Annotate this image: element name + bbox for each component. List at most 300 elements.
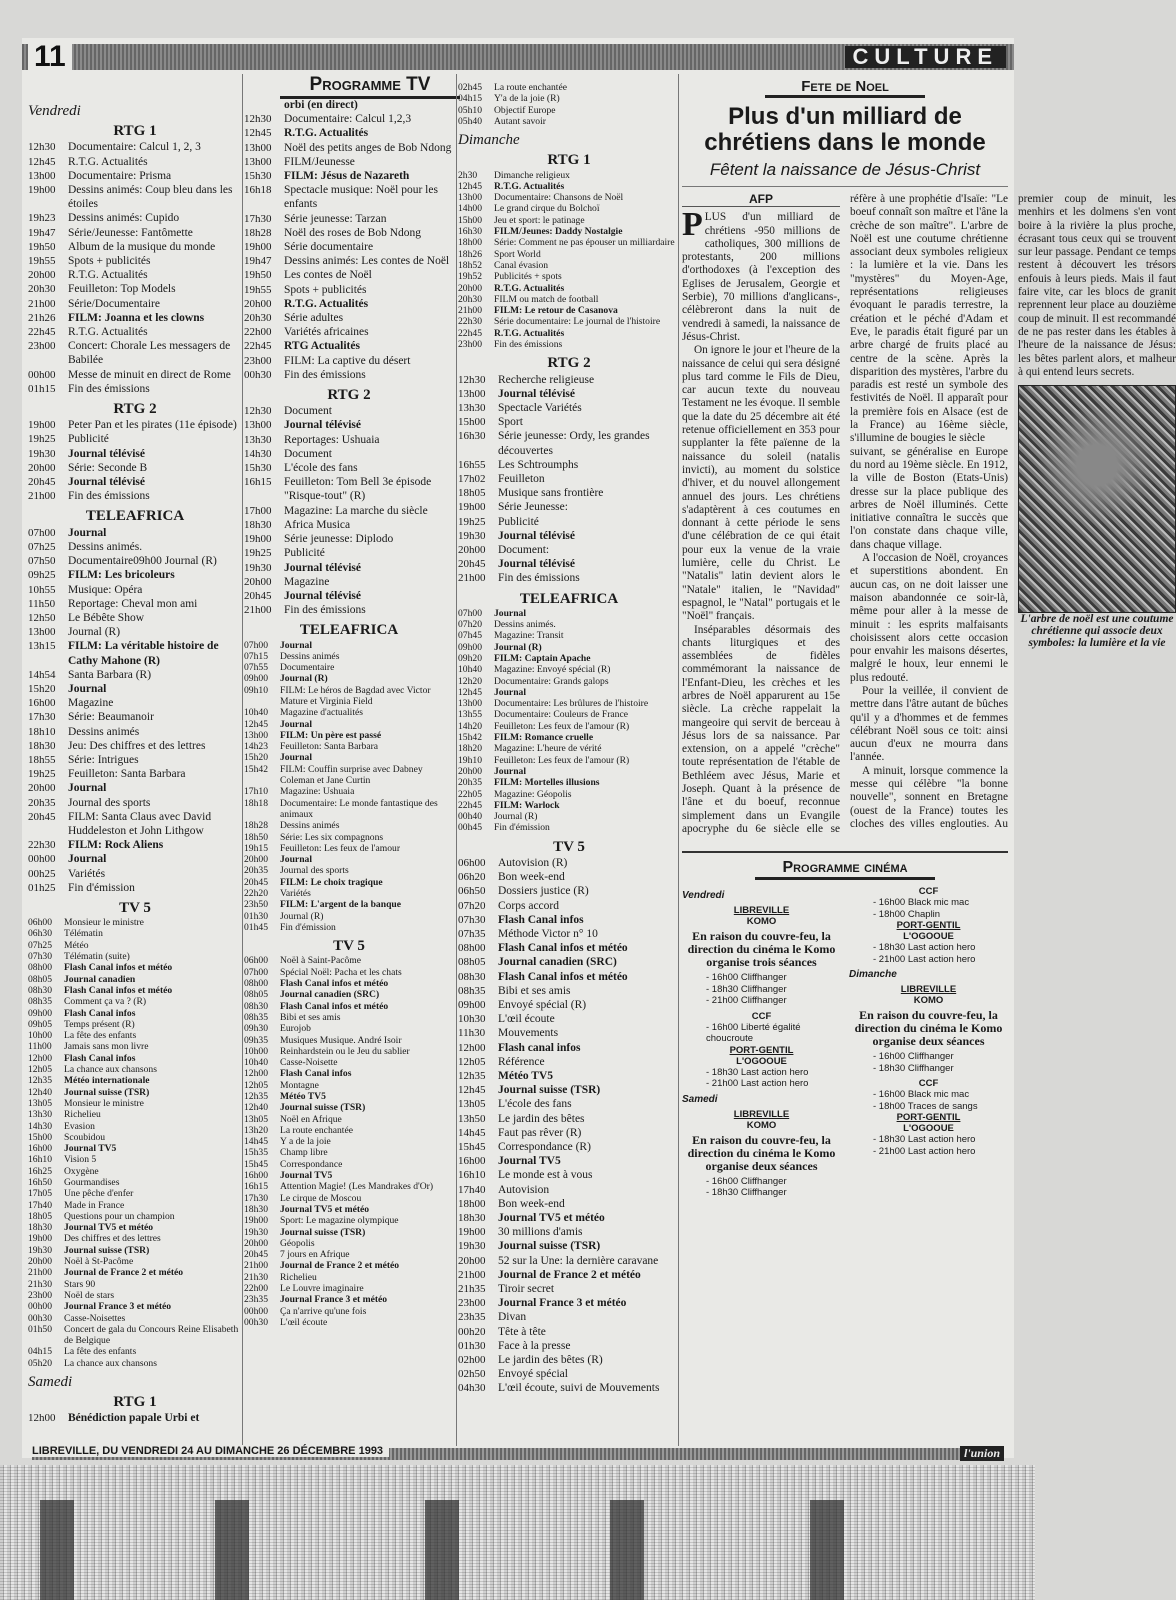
programme-row xyxy=(28,1143,242,1154)
programme-title: Journal de France 2 et météo xyxy=(64,1267,184,1279)
programme-title: Eurojob xyxy=(280,1023,311,1035)
programme-title: Série: Les six compagnons xyxy=(280,831,384,843)
programme-title: Document xyxy=(284,405,332,418)
header-bar xyxy=(22,40,1014,73)
programme-time: 10h00 xyxy=(28,1030,52,1042)
channel-heading: TELEAFRICA xyxy=(519,590,619,607)
programme-title: Dessins animés xyxy=(68,725,140,738)
programme-row xyxy=(28,382,242,396)
programme-time: 17h40 xyxy=(28,1199,52,1211)
programme-time: 07h15 xyxy=(244,650,268,662)
programme-row xyxy=(244,673,454,684)
channel-heading: TV 5 xyxy=(553,838,585,855)
programme-title: Tiroir secret xyxy=(498,1283,555,1296)
programme-row xyxy=(244,1306,454,1317)
programme-time: 10h00 xyxy=(244,1045,268,1057)
programme-row xyxy=(458,619,680,630)
programme-row xyxy=(458,429,680,457)
programme-time: 20h00 xyxy=(28,269,56,282)
programme-time: 10h30 xyxy=(458,1013,486,1026)
programme-row xyxy=(28,767,242,781)
programme-title: Noël des roses de Bob Ndong xyxy=(284,226,422,239)
tv-column-3 xyxy=(458,82,680,1438)
programme-title: Envoyé spécial xyxy=(498,1368,568,1381)
programme-time: 18h05 xyxy=(28,1210,52,1222)
programme-title: Journal TV5 et météo xyxy=(498,1212,605,1225)
cinema-right-column xyxy=(849,886,1008,1199)
programme-title: Noël de stars xyxy=(64,1289,115,1301)
article-column xyxy=(682,74,1176,1444)
programme-title: R.T.G. Actualités xyxy=(68,269,148,282)
programme-time: 18h30 xyxy=(28,739,56,752)
programme-title: Journal xyxy=(68,853,107,866)
programme-time: 06h50 xyxy=(458,885,486,898)
programme-title: Reinhardstein ou le Jeu du sablier xyxy=(280,1045,410,1057)
cinema-notice: En raison du couvre-feu, la direction du cinéma le Komo organise deux séances xyxy=(687,1132,836,1173)
programme-row xyxy=(458,1296,680,1310)
programme-row xyxy=(458,1310,680,1324)
programme-row xyxy=(458,970,680,984)
programme-time: 10h40 xyxy=(244,1057,268,1069)
programme-time: 16h18 xyxy=(244,184,272,197)
programme-time: 17h30 xyxy=(244,1192,268,1204)
programme-row xyxy=(458,743,680,754)
programme-time: 07h55 xyxy=(244,662,268,674)
programme-title: Autovision xyxy=(498,1183,550,1196)
programme-row xyxy=(28,753,242,767)
programme-title: Flash Canal infos et météo xyxy=(64,962,173,974)
programme-title: Bénédiction papale Urbi et xyxy=(68,1412,200,1425)
programme-row xyxy=(244,254,454,268)
programme-row xyxy=(28,1019,242,1030)
programme-title: Feuilleton: Les feux de l'amour (R) xyxy=(494,754,630,766)
programme-row xyxy=(28,1313,242,1324)
programme-row xyxy=(458,1339,680,1353)
article-body xyxy=(682,192,1176,843)
programme-time: 20h35 xyxy=(28,796,56,809)
cinema-session: - 16h00 Black mic mac xyxy=(873,1089,970,1100)
programme-row xyxy=(28,183,242,211)
programme-title: Flash Canal infos et météo xyxy=(64,984,173,996)
programme-time: 07h00 xyxy=(458,607,482,619)
programme-row xyxy=(244,764,454,787)
programme-time: 18h28 xyxy=(244,226,272,239)
programme-row xyxy=(244,1260,454,1271)
programme-title: Reportages: Ushuaia xyxy=(284,433,380,446)
programme-title: Magazine: Ushuaia xyxy=(280,786,355,798)
programme-time: 19h00 xyxy=(244,241,272,254)
programme-title: Musique: Opéra xyxy=(68,583,143,596)
programme-time: 08h30 xyxy=(28,984,52,996)
cinema-session: - 18h30 Cliffhanger xyxy=(706,1187,787,1198)
programme-time: 19h00 xyxy=(458,1226,486,1239)
programme-time: 21h00 xyxy=(458,305,482,317)
cinema-session: - 21h00 Last action hero xyxy=(706,1078,809,1089)
programme-row xyxy=(244,297,454,311)
programme-row xyxy=(28,1346,242,1357)
programme-title: Journal télévisé xyxy=(284,589,361,602)
programme-time: 00h00 xyxy=(28,1301,52,1313)
programme-title: Scoubidou xyxy=(64,1131,106,1143)
day-heading: Dimanche xyxy=(458,132,520,149)
programme-title: Le monde est à vous xyxy=(498,1169,593,1182)
programme-row xyxy=(28,475,242,489)
programme-title: R.T.G. Actualités xyxy=(494,282,565,294)
programme-title: Série adultes xyxy=(284,312,344,325)
programme-time: 13h00 xyxy=(244,141,272,154)
programme-row xyxy=(28,169,242,183)
programme-time: 14h20 xyxy=(458,720,482,732)
programme-row xyxy=(28,611,242,625)
programme-time: 02h50 xyxy=(458,1368,486,1381)
programme-row xyxy=(244,719,454,730)
article-byline: AFP xyxy=(682,193,840,207)
programme-title: FILM: La véritable histoire de Cathy Mahone (R) xyxy=(68,640,219,667)
channel-heading: RTG 2 xyxy=(113,401,157,418)
programme-row xyxy=(458,1154,680,1168)
programme-time: 20h30 xyxy=(28,283,56,296)
programme-title: Journal des sports xyxy=(280,865,349,877)
programme-time: 21h00 xyxy=(458,1268,486,1281)
programme-time: 13h50 xyxy=(458,1112,486,1125)
programme-row xyxy=(28,432,242,446)
programme-row xyxy=(28,226,242,240)
programme-time: 23h00 xyxy=(458,339,482,351)
programme-row xyxy=(244,1227,454,1238)
programme-row xyxy=(244,1283,454,1294)
programme-title: Journal télévisé xyxy=(284,561,361,574)
programme-row xyxy=(244,899,454,910)
programme-title: Sport xyxy=(498,416,523,429)
programme-time: 20h35 xyxy=(458,777,482,789)
programme-title: Journal suisse (TSR) xyxy=(64,1086,150,1098)
programme-title: Montagne xyxy=(280,1079,319,1091)
programme-title: L'école des fans xyxy=(498,1098,572,1111)
programme-time: 12h45 xyxy=(458,180,482,192)
programme-row xyxy=(244,820,454,831)
programme-title: Noël à St-Pacôme xyxy=(64,1256,134,1268)
programme-row xyxy=(244,888,454,899)
programme-row xyxy=(244,955,454,966)
programme-row xyxy=(28,1041,242,1052)
programme-title: Géopolis xyxy=(280,1237,315,1249)
programme-title: Documentaire: Couleurs de France xyxy=(494,709,628,721)
programme-title: Journal TV5 xyxy=(64,1143,117,1155)
programme-title: Temps présent (R) xyxy=(64,1018,135,1030)
programme-row xyxy=(458,105,680,116)
programme-title: Bon week-end xyxy=(498,871,565,884)
programme-time: 18h18 xyxy=(244,797,268,809)
programme-title: Attention Magie! (Les Mandrakes d'Or) xyxy=(280,1181,434,1193)
programme-time: 09h00 xyxy=(458,641,482,653)
programme-title: Variétés xyxy=(280,888,311,900)
programme-title: Dessins animés. xyxy=(494,619,556,631)
programme-title: Série: Seconde B xyxy=(68,461,148,474)
programme-time: 07h20 xyxy=(458,619,482,631)
cinema-venue: LIBREVILLE xyxy=(733,905,790,916)
programme-row xyxy=(244,911,454,922)
programme-time: 19h00 xyxy=(28,419,56,432)
programme-row xyxy=(244,339,454,353)
programme-time: 12h00 xyxy=(458,1041,486,1054)
programme-row xyxy=(458,294,680,305)
programme-time: 18h26 xyxy=(458,248,482,260)
programme-title: Concert de gala du Concours Reine Elisabeth de Belgique xyxy=(64,1323,239,1347)
programme-title: Fin des émissions xyxy=(498,572,580,585)
programme-time: 17h10 xyxy=(244,786,268,798)
programme-title: Journal (R) xyxy=(280,910,324,922)
programme-title: La fête des enfants xyxy=(64,1346,137,1358)
programme-row xyxy=(28,1411,242,1425)
programme-row xyxy=(244,404,454,418)
programme-row xyxy=(458,215,680,226)
programme-title: Journal France 3 et météo xyxy=(498,1297,627,1310)
programme-title: Y'a de la joie (R) xyxy=(494,93,560,105)
programme-row xyxy=(458,1126,680,1140)
programme-time: 13h00 xyxy=(244,729,268,741)
programme-title: Feuilleton: Santa Barbara xyxy=(68,768,186,781)
programme-row xyxy=(28,339,242,367)
christmas-tree-photo xyxy=(1018,385,1176,613)
programme-row xyxy=(28,1132,242,1143)
programme-row xyxy=(244,752,454,763)
programme-row xyxy=(28,282,242,296)
programme-row xyxy=(458,237,680,248)
programme-row xyxy=(458,1041,680,1055)
programme-row xyxy=(244,1091,454,1102)
programme-row xyxy=(244,786,454,797)
programme-time: 20h30 xyxy=(244,312,272,325)
page-number: 11 xyxy=(28,40,72,74)
programme-row xyxy=(458,1239,680,1253)
programme-title: Documentaire: Grands galops xyxy=(494,675,609,687)
programme-row xyxy=(458,373,680,387)
cinema-session: - 21h00 Last action hero xyxy=(873,953,976,965)
programme-title: Canal évasion xyxy=(494,259,549,271)
programme-title: FILM: Mortelles illusions xyxy=(494,777,600,789)
programme-time: 19h00 xyxy=(28,1233,52,1245)
programme-row xyxy=(244,475,454,503)
programme-time: 15h30 xyxy=(244,462,272,475)
programme-time: 23h35 xyxy=(458,1311,486,1324)
programme-title: Journal (R) xyxy=(68,626,121,639)
programme-row xyxy=(28,962,242,973)
programme-row xyxy=(458,653,680,664)
programme-title: Journal xyxy=(494,686,526,698)
cinema-venue: CCF xyxy=(918,1078,939,1089)
programme-time: 00h40 xyxy=(458,811,482,823)
programme-time: 20h00 xyxy=(28,782,56,795)
programme-title: Casse-Noisette xyxy=(280,1057,338,1069)
channel-heading: TELEAFRICA xyxy=(85,508,185,525)
programme-row xyxy=(244,640,454,651)
programme-row xyxy=(244,1057,454,1068)
programme-time: 21h00 xyxy=(28,297,56,310)
programme-row xyxy=(458,1325,680,1339)
programme-time: 08h00 xyxy=(244,978,268,990)
programme-time: 08h35 xyxy=(244,1011,268,1023)
programme-title: Reportage: Cheval mon ami xyxy=(68,597,198,610)
programme-row xyxy=(458,557,680,571)
cinema-venue: CCF xyxy=(751,1010,772,1022)
programme-title: Richelieu xyxy=(280,1271,317,1283)
programme-title: Journal télévisé xyxy=(498,387,575,400)
programme-title: Mouvements xyxy=(498,1027,559,1040)
programme-title: Journal canadien (SRC) xyxy=(280,989,380,1001)
programme-row xyxy=(244,741,454,752)
programme-row xyxy=(458,1353,680,1367)
programme-time: 07h25 xyxy=(28,540,56,553)
programme-time: 23h00 xyxy=(244,354,272,367)
programme-time: 12h35 xyxy=(244,1091,268,1102)
programme-row xyxy=(458,870,680,884)
footer-date: LIBREVILLE, DU VENDREDI 24 AU DIMANCHE 26 DÉCEMBRE 1993 xyxy=(32,1445,389,1457)
cinema-venue: L'OGOOUE xyxy=(903,931,954,942)
programme-title: Concert: Chorale Les messagers de Babilée xyxy=(68,340,231,367)
programme-title: Dessins animés: Coup bleu dans les étoiles xyxy=(68,184,233,211)
programme-time: 08h05 xyxy=(244,989,268,1001)
programme-title: 7 jours en Afrique xyxy=(280,1249,350,1261)
programme-row xyxy=(244,368,454,382)
programme-title: Sport: Le magazine olympique xyxy=(280,1215,399,1227)
programme-time: 12h05 xyxy=(28,1064,52,1076)
programme-row xyxy=(244,1238,454,1249)
article-subhead: Fêtent la naissance de Jésus-Christ xyxy=(682,160,1008,187)
programme-row xyxy=(28,1279,242,1290)
programme-title: Des chiffres et des lettres xyxy=(64,1233,161,1245)
programme-title: Recherche religieuse xyxy=(498,373,595,386)
programme-time: 19h00 xyxy=(244,533,272,546)
programme-row xyxy=(244,1023,454,1034)
programme-row xyxy=(458,884,680,898)
programme-row xyxy=(244,461,454,475)
programme-time: 08h05 xyxy=(458,956,486,969)
programme-title: R.T.G. Actualités xyxy=(494,327,565,339)
programme-title: Journal TV5 et météo xyxy=(64,1222,154,1234)
programme-title: Publicité xyxy=(284,547,325,560)
programme-time: 09h00 xyxy=(28,1007,52,1019)
programme-title: Spécial Noël: Pacha et les chats xyxy=(280,966,402,978)
programme-time: 16h00 xyxy=(244,1170,268,1182)
programme-title: Documentaire: Prisma xyxy=(68,169,172,182)
article-paragraph: suivant, se généralise en Europe du nord au 19ème siècle. En 1912, la ville de Boston (Etats-Unis) dresse sur la place publique des arbres de Noël illuminés. Cette initiative connaîtra le succès que l'on constate dans chaque ville, dans chaque village. xyxy=(850,445,1008,551)
cinema-venue: PORT-GENTIL xyxy=(729,1044,794,1056)
programme-row xyxy=(28,1154,242,1165)
programme-row xyxy=(458,543,680,557)
programme-row xyxy=(458,116,680,127)
programme-title: Journal canadien xyxy=(64,973,136,985)
programme-time: 16h25 xyxy=(28,1165,52,1177)
programme-row xyxy=(458,927,680,941)
programme-time: 07h00 xyxy=(244,966,268,978)
programme-row xyxy=(244,1249,454,1260)
programme-row xyxy=(458,82,680,93)
programme-time: 07h25 xyxy=(28,939,52,951)
programme-row xyxy=(244,418,454,432)
programme-time: 21h00 xyxy=(244,604,272,617)
programme-title: Documentaire: Calcul 1,2,3 xyxy=(284,113,412,126)
programme-time: 06h00 xyxy=(28,917,52,929)
programme-row xyxy=(28,739,242,753)
programme-title: Casse-Noisettes xyxy=(64,1312,126,1324)
cinema-session: - 16h00 Black mic mac xyxy=(873,897,970,908)
programme-title: Sport World xyxy=(494,248,541,260)
programme-time: 12h00 xyxy=(244,1068,268,1080)
programme-time: 07h50 xyxy=(28,555,56,568)
programme-time: 06h00 xyxy=(458,856,486,869)
programme-row xyxy=(28,489,242,503)
programme-row xyxy=(458,664,680,675)
programme-row xyxy=(28,254,242,268)
programme-row xyxy=(244,922,454,933)
programme-row xyxy=(458,387,680,401)
programme-time: 13h55 xyxy=(458,709,482,721)
programme-title: Album de la musique du monde xyxy=(68,240,216,253)
programme-time: 18h05 xyxy=(458,487,486,500)
programme-time: 14h30 xyxy=(244,447,272,460)
programme-time: 13h20 xyxy=(244,1124,268,1136)
programme-title: Flash canal infos xyxy=(498,1041,581,1054)
programme-title: Made in France xyxy=(64,1199,125,1211)
programme-time: 19h30 xyxy=(244,561,272,574)
programme-title: Le jardin des bêtes (R) xyxy=(498,1354,603,1367)
programme-row xyxy=(28,1301,242,1312)
programme-title: Série: Intrigues xyxy=(68,753,139,766)
programme-row xyxy=(28,1245,242,1256)
programme-title: Flash Canal infos xyxy=(64,1007,136,1019)
programme-title: Journal des sports xyxy=(68,796,151,809)
programme-title: Magazine: Transit xyxy=(494,630,564,642)
programme-time: 09h10 xyxy=(244,684,268,696)
programme-row xyxy=(28,597,242,611)
programme-row xyxy=(458,1097,680,1111)
article-paragraph: A minuit, lorsque commence la messe qui célèbre "la bonne nouvelle", sonnent en Bretagne (ouest de la France) toutes les cloches des villes englouties. Au premier coup de minuit, les menhirs et les dolmens s'en vont boire à la rivière la plus proche, écrasant tous ceux qui se trouvent sur leur passage. Pendant ce temps restent à découvert les trésors enfouis à leurs pieds. Mais il faut faire vite, car les blocs de granit reprennent leur place au douzième coup de minuit. Il est recommandé de ne pas rester dans les étables à l'heure de la naissance de Jésus: les bêtes parlent alors, et malheur à qui entend leurs secrets. xyxy=(850,193,1176,830)
programme-time: 16h10 xyxy=(28,1154,52,1166)
programme-time: 09h05 xyxy=(28,1018,52,1030)
programme-time: 12h45 xyxy=(458,1084,486,1097)
programme-time: 00h00 xyxy=(244,1305,268,1317)
programme-title: Les Schtroumphs xyxy=(498,458,579,471)
programme-time: 15h45 xyxy=(458,1141,486,1153)
programme-time: 19h00 xyxy=(458,501,486,514)
programme-time: 13h05 xyxy=(28,1097,52,1109)
programme-time: 23h50 xyxy=(244,899,268,911)
programme-title: Feuilleton: Santa Barbara xyxy=(280,741,379,753)
programme-title: Journal de France 2 et météo xyxy=(498,1268,641,1281)
programme-title: Série Jeunesse: xyxy=(498,501,568,514)
cinema-session: - 16h00 Cliffhanger xyxy=(706,972,787,983)
programme-row xyxy=(244,433,454,447)
programme-time: 15h20 xyxy=(244,752,268,764)
programme-row xyxy=(244,1068,454,1079)
programme-time: 16h10 xyxy=(458,1169,486,1182)
programme-row xyxy=(458,1282,680,1296)
programme-time: 17h05 xyxy=(28,1188,52,1200)
programme-title: Musiques Musique. André Isoir xyxy=(280,1034,402,1046)
programme-title: La fête des enfants xyxy=(64,1030,137,1042)
programme-row xyxy=(458,676,680,687)
programme-row xyxy=(244,354,454,368)
cinema-session: - 18h30 Last action hero xyxy=(706,1066,809,1078)
programme-time: 19h52 xyxy=(458,271,482,283)
programme-row xyxy=(28,996,242,1007)
programme-row xyxy=(244,662,454,673)
programme-time: 11h30 xyxy=(458,1027,486,1040)
programme-title: Oxygène xyxy=(64,1165,99,1177)
programme-time: 14h45 xyxy=(244,1136,268,1148)
programme-row xyxy=(28,540,242,554)
newspaper-page xyxy=(22,38,1176,1460)
